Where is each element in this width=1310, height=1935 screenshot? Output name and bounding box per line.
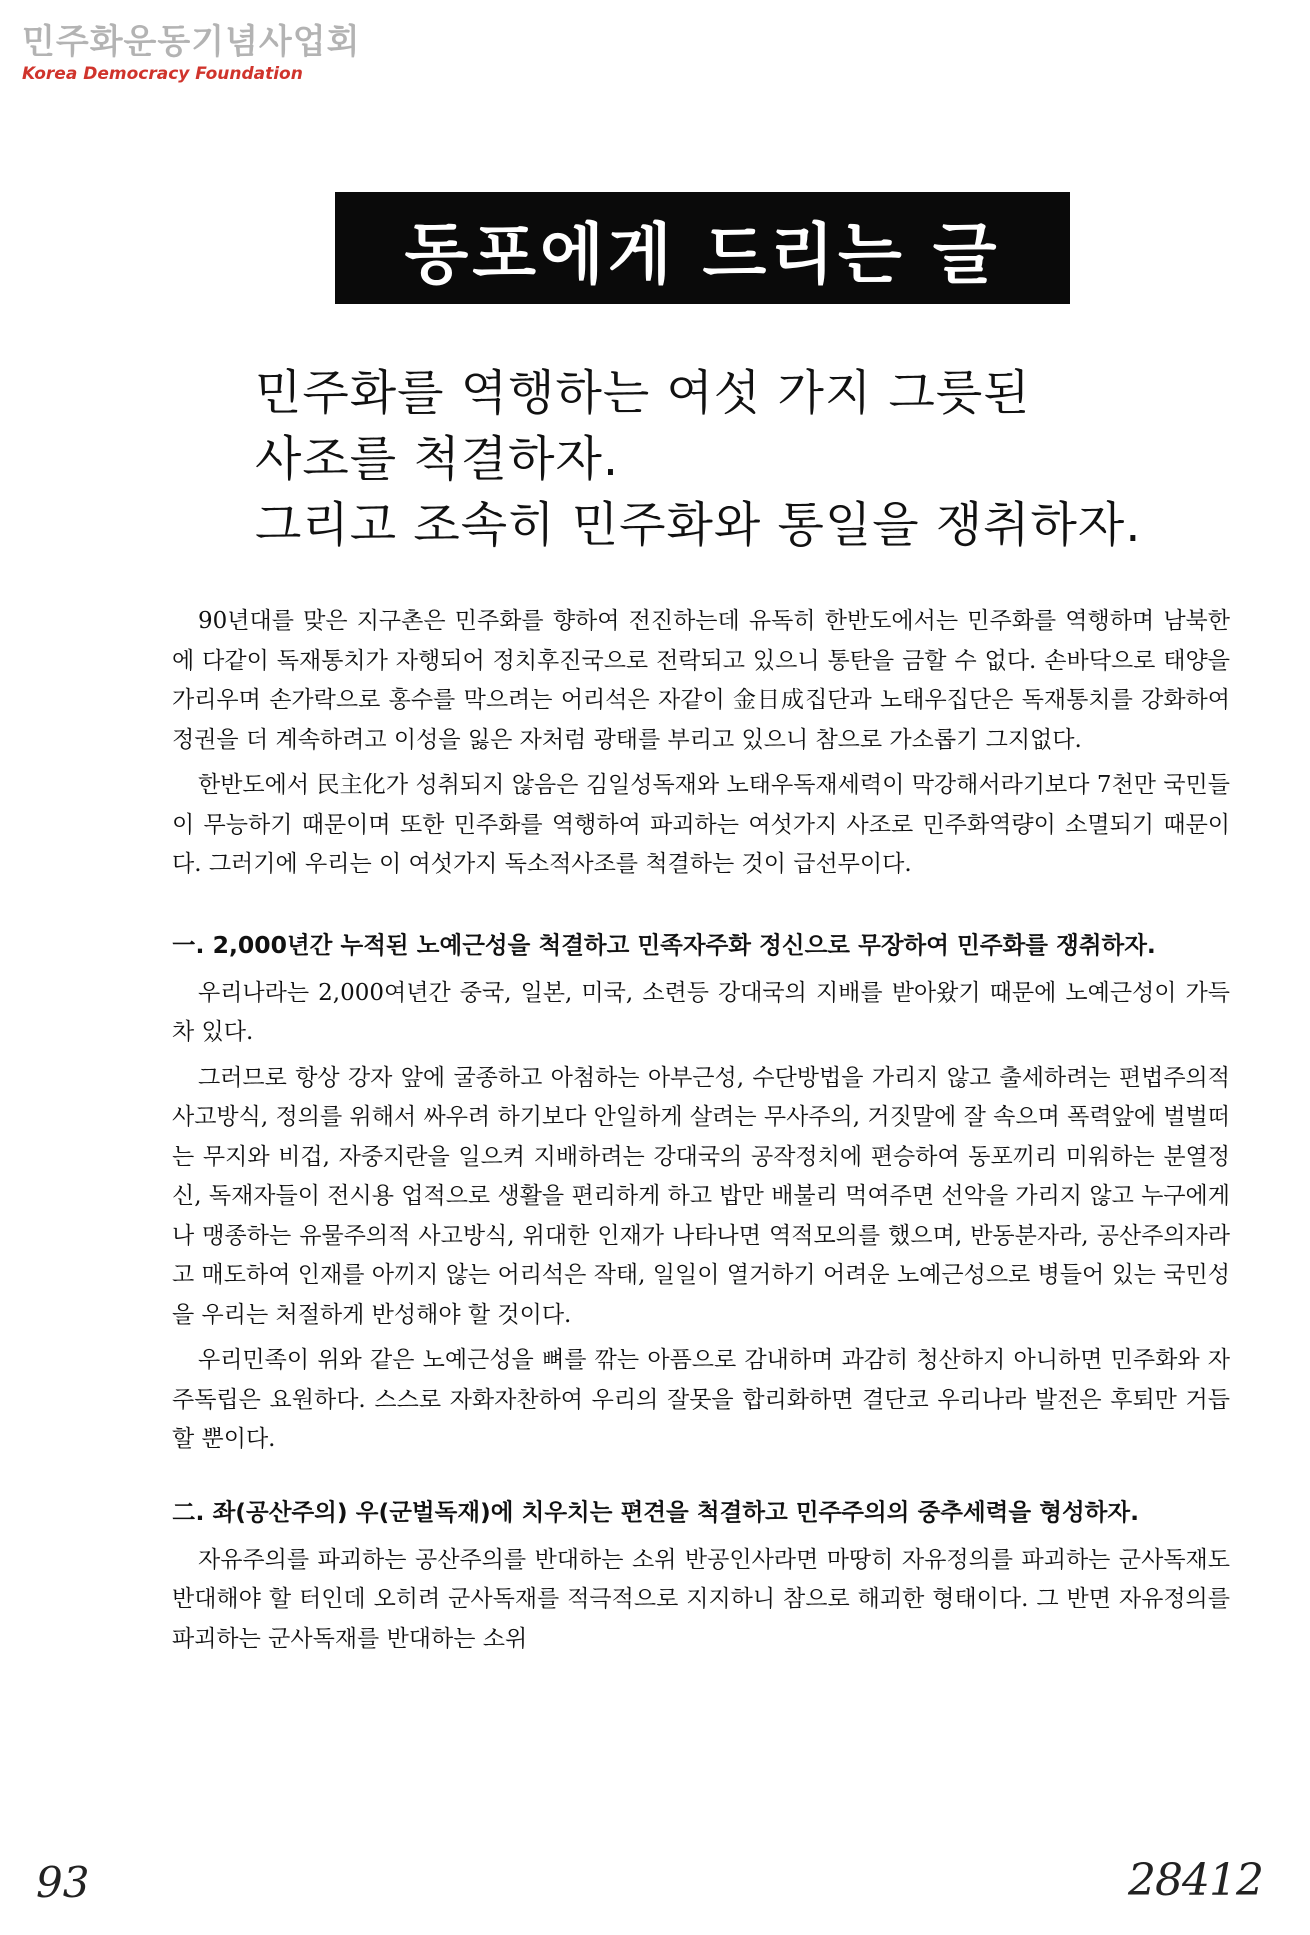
subtitle [255, 360, 1255, 558]
section-heading: 一. 2,000년간 누적된 노예근성을 척결하고 민족자주화 정신으로 무장하여 민주화를 쟁취하자. [172, 930, 1156, 959]
document-id: 28412 [1128, 1855, 1263, 1906]
section-paragraph: 그러므로 항상 강자 앞에 굴종하고 아첨하는 아부근성, 수단방법을 가리지 않고 출세하려는 편법주의적 사고방식, 정의를 위해서 싸우려 하기보다 안일하게 살려는 무사주의, 거짓말에 잘 속으며 폭력앞에 벌벌떠는 무지와 비겁, 자중지란을 일으켜 지배하려는 강대국의 공작정치에 편승하여 동포끼리 미워하는 분열정신, 독재자들이 전시용 업적으로 생활을 편리하게 하고 밥만 배불리 먹여주면 선악을 가리지 않고 누구에게나 맹종하는 유물주의적 사고방식, 위대한 인재가 나타나면 역적모의를 했으며, 반동분자라, 공산주의자라고 매도하여 인재를 아끼지 않는 어리석은 작태, 일일이 열거하기 어려운 노예근성으로 병들어 있는 국민성을 우리는 처절하게 반성해야 할 것이다. [172, 1064, 1230, 1328]
subtitle-line: 민주화를 역행하는 여섯 가지 그릇된 [255, 365, 1031, 421]
intro-paragraph: 한반도에서 民主化가 성취되지 않음은 김일성독재와 노태우독재세력이 막강해서라기보다 7천만 국민들이 무능하기 때문이며 또한 민주화를 역행하여 파괴하는 여섯가지 사조로 민주화역량이 소멸되기 때문이다. 그러기에 우리는 이 여섯가지 독소적사조를 척결하는 것이 급선무이다. [172, 772, 1230, 877]
document-title: 동포에게 드리는 글 [335, 192, 1070, 304]
subtitle-line: 그리고 조속히 민주화와 통일을 쟁취하자. [255, 497, 1142, 553]
section-paragraph: 우리민족이 위와 같은 노예근성을 뼈를 깎는 아픔으로 감내하며 과감히 청산하지 아니하면 민주화와 자주독립은 요원하다. 스스로 자화자찬하여 우리의 잘못을 합리화하면 결단코 우리나라 발전은 후퇴만 거듭할 뿐이다. [172, 1347, 1230, 1452]
subtitle-line: 사조를 척결하자. [255, 431, 620, 487]
intro-paragraph: 90년대를 맞은 지구촌은 민주화를 향하여 전진하는데 유독히 한반도에서는 민주화를 역행하며 남북한에 다같이 독재통치가 자행되어 정치후진국으로 전락되고 있으니 통탄을 금할 수 없다. 손바닥으로 태양을 가리우며 손가락으로 홍수를 막으려는 어리석은 자같이 金日成집단과 노태우집단은 독재통치를 강화하여 정권을 더 계속하려고 이성을 잃은 자처럼 광태를 부리고 있으니 참으로 가소롭기 그지없다. [172, 608, 1230, 753]
section-paragraph: 자유주의를 파괴하는 공산주의를 반대하는 소위 반공인사라면 마땅히 자유정의를 파괴하는 군사독재도 반대해야 할 터인데 오히려 군사독재를 적극적으로 지지하니 참으로 해괴한 형태이다. 그 반면 자유정의를 파괴하는 군사독재를 반대하는 소위 [172, 1546, 1230, 1652]
watermark-logo [22, 22, 360, 84]
watermark-korean: 민주화운동기념사업회 [22, 22, 361, 62]
section-paragraph: 우리나라는 2,000여년간 중국, 일본, 미국, 소련등 강대국의 지배를 받아왔기 때문에 노예근성이 가득 차 있다. [172, 979, 1230, 1045]
section-heading: 二. 좌(공산주의) 우(군벌독재)에 치우치는 편견을 척결하고 민주주의의 중추세력을 형성하자. [172, 1497, 1140, 1526]
document-body [172, 602, 1230, 1665]
page-number: 93 [36, 1858, 90, 1907]
watermark-english: Korea Democracy Foundation [22, 64, 303, 84]
